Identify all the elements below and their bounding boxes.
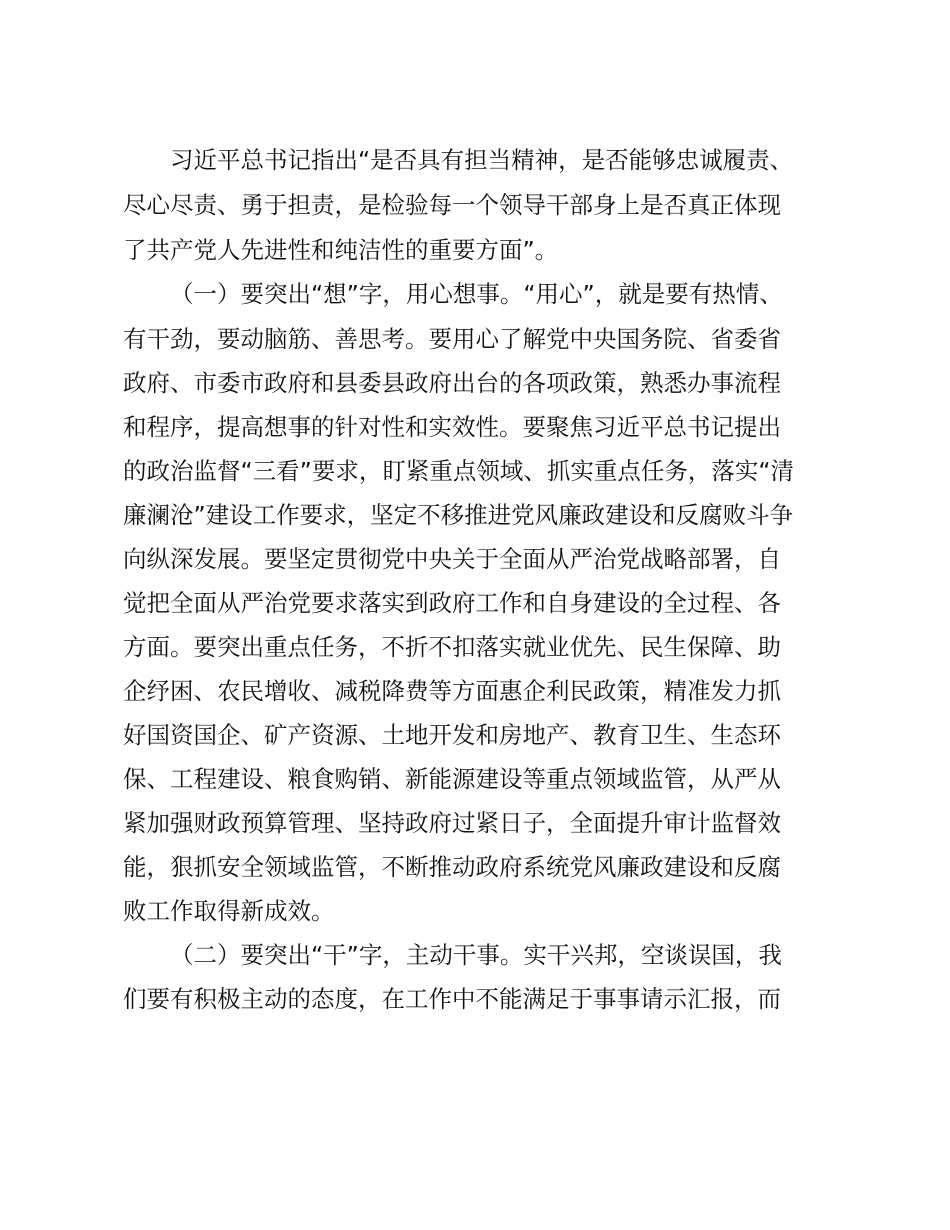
section-1-line-4: 和程序，提高想事的针对性和实效性。要聚焦习近平总书记提出 xyxy=(123,413,781,441)
paragraph-1-line-2: 尽心尽责、勇于担责，是检验每一个领导干部身上是否真正体现 xyxy=(123,191,781,219)
section-1-line-11: 好国资国企、矿产资源、土地开发和房地产、教育卫生、生态环 xyxy=(123,721,781,749)
section-1-line-13: 紧加强财政预算管理、坚持政府过紧日子，全面提升审计监督效 xyxy=(123,809,781,837)
section-1-line-3: 政府、市委市政府和县委县政府出台的各项政策，熟悉办事流程 xyxy=(123,369,781,397)
section-1-line-15: 败工作取得新成效。 xyxy=(123,897,335,925)
section-1-line-12: 保、工程建设、粮食购销、新能源建设等重点领域监管，从严从 xyxy=(123,765,781,793)
section-2-line-2: 们要有积极主动的态度，在工作中不能满足于事事请示汇报，而 xyxy=(123,985,781,1013)
section-2-heading-line: （二）要突出“干”字，主动干事。实干兴邦，空谈误国，我 xyxy=(170,941,782,969)
paragraph-1-line-3: 了共产党人先进性和纯洁性的重要方面”。 xyxy=(123,236,559,264)
section-1-line-6: 廉澜沧”建设工作要求，坚定不移推进党风廉政建设和反腐败斗争 xyxy=(123,501,794,529)
section-1-line-2: 有干劲，要动脑筋、善思考。要用心了解党中央国务院、省委省 xyxy=(123,325,781,353)
section-1-line-14: 能，狠抓安全领域监管，不断推动政府系统党风廉政建设和反腐 xyxy=(123,853,781,881)
section-1-line-7: 向纵深发展。要坚定贯彻党中央关于全面从严治党战略部署，自 xyxy=(123,545,781,573)
section-1-line-5: 的政治监督“三看”要求，盯紧重点领域、抓实重点任务，落实“清 xyxy=(123,457,795,485)
section-1-line-8: 觉把全面从严治党要求落实到政府工作和自身建设的全过程、各 xyxy=(123,589,781,617)
paragraph-1-line-1: 习近平总书记指出“是否具有担当精神，是否能够忠诚履责、 xyxy=(170,146,794,174)
section-1-line-10: 企纾困、农民增收、减税降费等方面惠企利民政策，精准发力抓 xyxy=(123,677,781,705)
section-1-line-9: 方面。要突出重点任务，不折不扣落实就业优先、民生保障、助 xyxy=(123,633,781,661)
section-1-heading-line: （一）要突出“想”字，用心想事。“用心”，就是要有热情、 xyxy=(170,280,783,308)
